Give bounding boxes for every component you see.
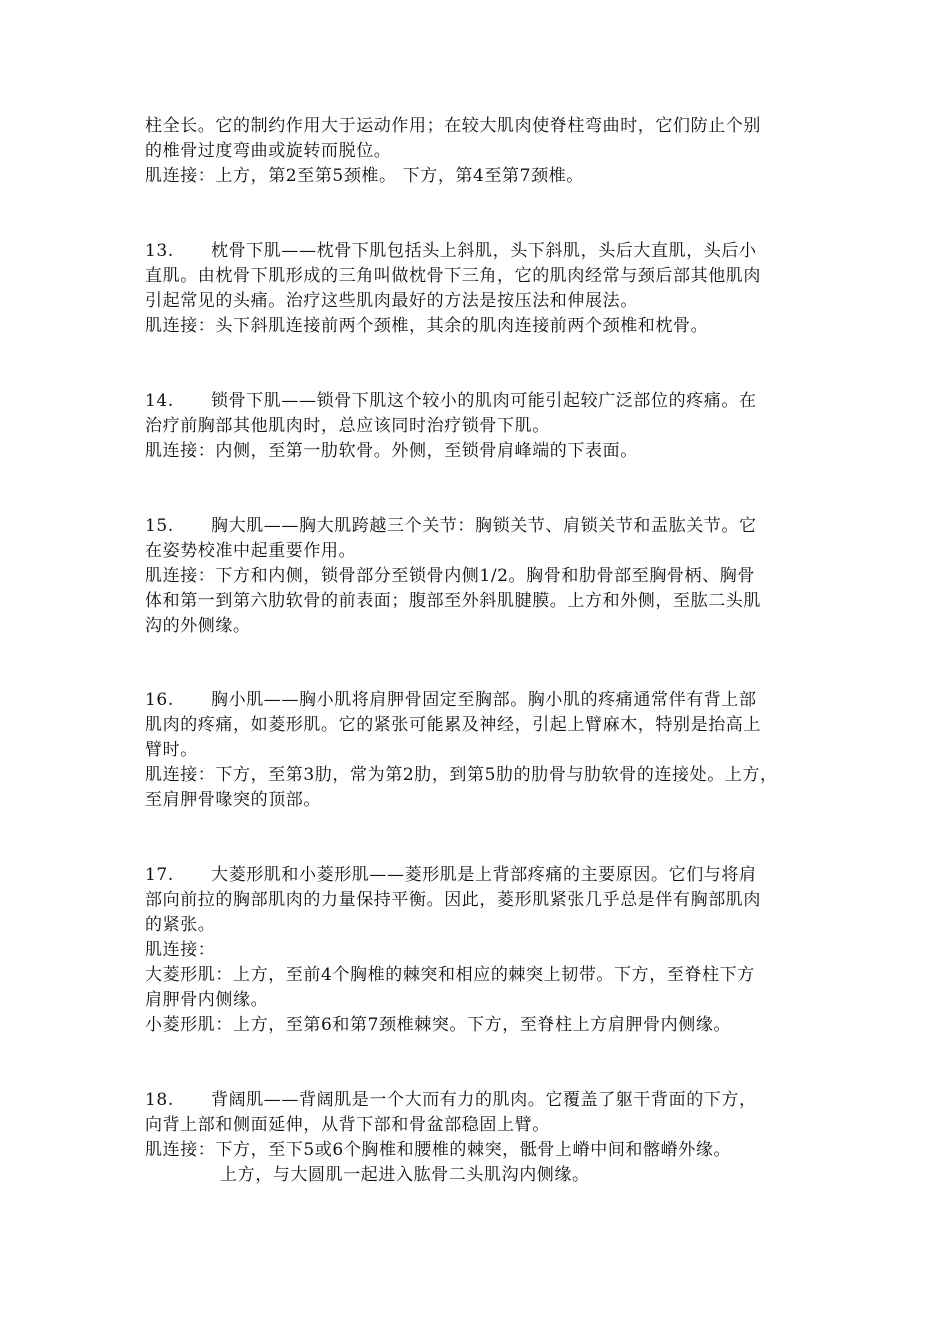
text-line: 的椎骨过度弯曲或旋转而脱位。 xyxy=(145,141,392,161)
text-line: 肌连接： xyxy=(145,940,216,960)
text-line: 体和第一到第六肋软骨的前表面；腹部至外斜肌腱膜。上方和外侧，至肱二头肌 xyxy=(145,591,761,611)
section-number: 13. xyxy=(145,241,174,261)
text-line: 锁骨下肌——锁骨下肌这个较小的肌肉可能引起较广泛部位的疼痛。在 xyxy=(211,391,757,411)
section-15-heading xyxy=(145,514,757,538)
text-line: 肌连接：下方和内侧，锁骨部分至锁骨内侧1/2。胸骨和肋骨部至胸骨柄、胸骨 xyxy=(145,566,755,586)
text-line: 小菱形肌：上方，至第6和第7颈椎棘突。下方，至脊柱上方肩胛骨内侧缘。 xyxy=(145,1015,732,1035)
text-line: 肌连接：上方，第2至第5颈椎。 下方，第4至第7颈椎。 xyxy=(145,166,584,186)
text-line: 肌连接：下方，至下5或6个胸椎和腰椎的棘突，骶骨上嵴中间和髂嵴外缘。 xyxy=(145,1140,732,1160)
text-line: 在姿势校准中起重要作用。 xyxy=(145,541,357,561)
text-line: 肩胛骨内侧缘。 xyxy=(145,990,269,1010)
section-number: 18. xyxy=(145,1090,174,1110)
text-line: 治疗前胸部其他肌肉时，总应该同时治疗锁骨下肌。 xyxy=(145,416,550,436)
text-line: 肌连接：头下斜肌连接前两个颈椎，其余的肌肉连接前两个颈椎和枕骨。 xyxy=(145,316,709,336)
section-17-heading xyxy=(145,863,757,887)
section-14-heading xyxy=(145,389,757,413)
text-line: 枕骨下肌——枕骨下肌包括头上斜肌，头下斜肌，头后大直肌，头后小 xyxy=(211,241,757,261)
text-line: 直肌。由枕骨下肌形成的三角叫做枕骨下三角，它的肌肉经常与颈后部其他肌肉 xyxy=(145,266,761,286)
text-line: 引起常见的头痛。治疗这些肌肉最好的方法是按压法和伸展法。 xyxy=(145,291,638,311)
text-line: 上方，与大圆肌一起进入肱骨二头肌沟内侧缘。 xyxy=(220,1165,590,1185)
text-line: 肌连接：下方，至第3肋，常为第2肋，到第5肋的肋骨与肋软骨的连接处。上方， xyxy=(145,765,778,785)
text-line: 大菱形肌和小菱形肌——菱形肌是上背部疼痛的主要原因。它们与将肩 xyxy=(211,865,757,885)
text-line: 肌肉的疼痛，如菱形肌。它的紧张可能累及神经，引起上臂麻木，特别是抬高上 xyxy=(145,715,761,735)
text-line: 胸小肌——胸小肌将肩胛骨固定至胸部。胸小肌的疼痛通常伴有背上部 xyxy=(211,690,757,710)
text-line: 肌连接：内侧，至第一肋软骨。外侧，至锁骨肩峰端的下表面。 xyxy=(145,441,638,461)
section-number: 15. xyxy=(145,516,174,536)
section-18-heading xyxy=(145,1088,757,1112)
section-number: 17. xyxy=(145,865,174,885)
text-line: 向背上部和侧面延伸，从背下部和骨盆部稳固上臂。 xyxy=(145,1115,550,1135)
text-line: 的紧张。 xyxy=(145,915,216,935)
section-number: 14. xyxy=(145,391,174,411)
section-number: 16. xyxy=(145,690,174,710)
text-line: 大菱形肌：上方，至前4个胸椎的棘突和相应的棘突上韧带。下方，至脊柱下方 xyxy=(145,965,755,985)
text-line: 臂时。 xyxy=(145,740,198,760)
text-line: 部向前拉的胸部肌肉的力量保持平衡。因此，菱形肌紧张几乎总是伴有胸部肌肉 xyxy=(145,890,761,910)
text-line: 背阔肌——背阔肌是一个大而有力的肌肉。它覆盖了躯干背面的下方， xyxy=(211,1090,757,1110)
text-line: 胸大肌——胸大肌跨越三个关节：胸锁关节、肩锁关节和盂肱关节。它 xyxy=(211,516,757,536)
section-16-heading xyxy=(145,688,757,712)
text-line: 柱全长。它的制约作用大于运动作用；在较大肌肉使脊柱弯曲时，它们防止个别 xyxy=(145,116,761,136)
section-13-heading xyxy=(145,239,757,263)
text-line: 至肩胛骨喙突的顶部。 xyxy=(145,790,321,810)
text-line: 沟的外侧缘。 xyxy=(145,616,251,636)
